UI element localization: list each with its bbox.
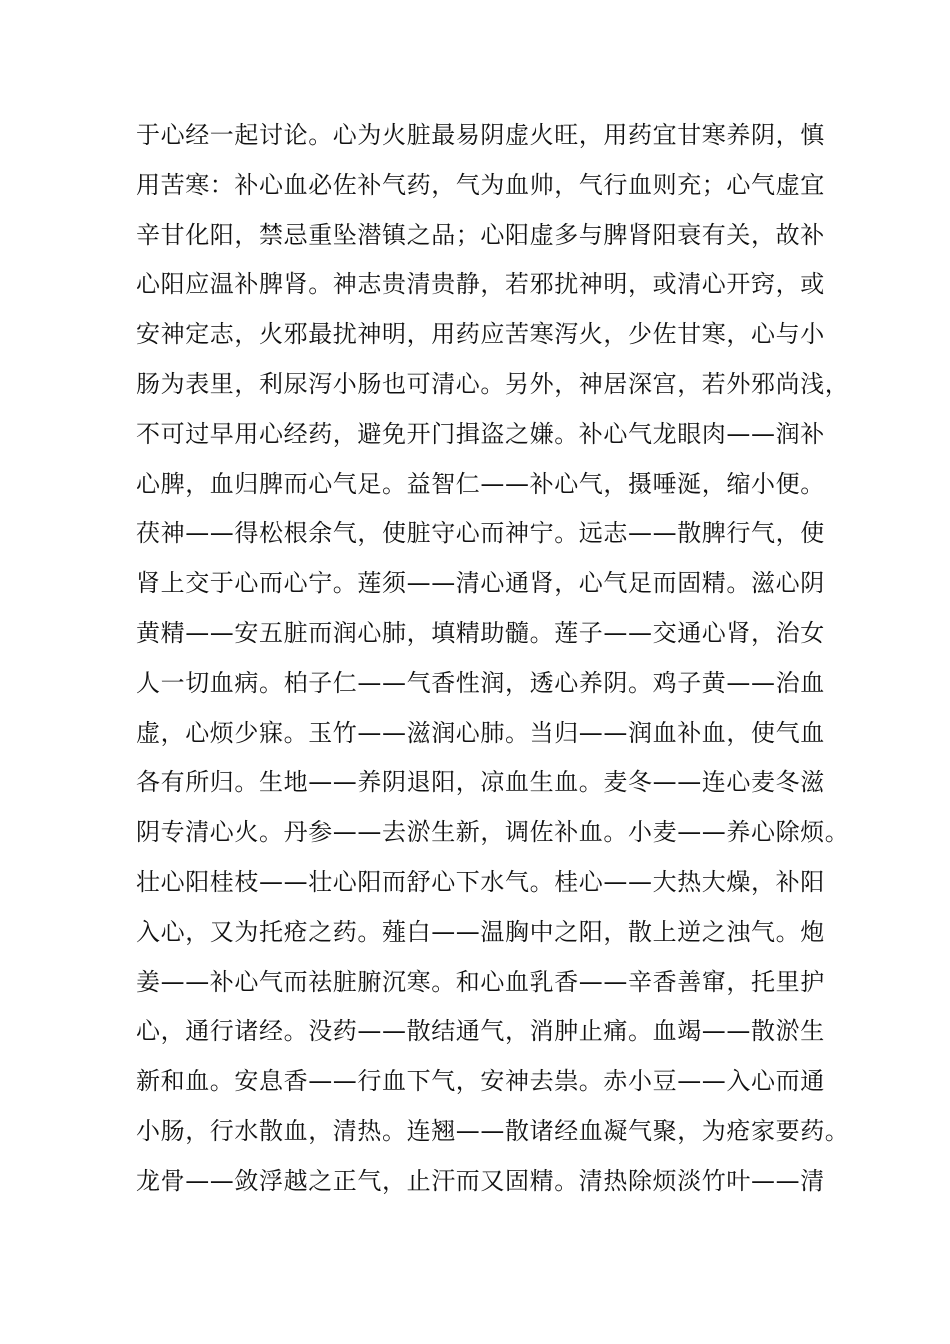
text-line-11: 黄精——安五脏而润心肺，填精助髓。莲子——交通心肾，治女 — [136, 618, 825, 647]
text-line-22: 龙骨——敛浮越之正气，止汗而又固精。清热除烦淡竹叶——清 — [136, 1166, 825, 1195]
text-line-4: 心阳应温补脾肾。神志贵清贵静，若邪扰神明，或清心开窍，或 — [136, 270, 825, 299]
text-line-20: 新和血。安息香——行血下气，安神去祟。赤小豆——入心而通 — [136, 1067, 825, 1096]
text-line-15: 阴专清心火。丹参——去淤生新，调佐补血。小麦——养心除烦。 — [136, 818, 850, 847]
text-line-21: 小肠，行水散血，清热。连翘——散诸经血凝气聚，为疮家要药。 — [136, 1116, 850, 1145]
text-line-13: 虚，心烦少寐。玉竹——滋润心肺。当归——润血补血，使气血 — [136, 718, 825, 747]
text-line-17: 入心，又为托疮之药。薤白——温胸中之阳，散上逆之浊气。炮 — [136, 917, 825, 946]
text-line-19: 心，通行诸经。没药——散结通气，消肿止痛。血竭——散淤生 — [136, 1017, 825, 1046]
text-line-14: 各有所归。生地——养阴退阳，凉血生血。麦冬——连心麦冬滋 — [136, 768, 825, 797]
text-line-7: 不可过早用心经药，避免开门揖盗之嫌。补心气龙眼肉——润补 — [136, 419, 825, 448]
text-line-3: 辛甘化阳，禁忌重坠潜镇之品；心阳虚多与脾肾阳衰有关，故补 — [136, 220, 825, 249]
text-line-6: 肠为表里，利尿泻小肠也可清心。另外，神居深宫，若外邪尚浅， — [136, 369, 850, 398]
text-line-8: 心脾，血归脾而心气足。益智仁——补心气，摄唾涎，缩小便。 — [136, 469, 825, 498]
text-line-1: 于心经一起讨论。心为火脏最易阴虚火旺，用药宜甘寒养阴，慎 — [136, 121, 825, 149]
text-line-16: 壮心阳桂枝——壮心阳而舒心下水气。桂心——大热大燥，补阳 — [136, 867, 825, 896]
body-text — [136, 111, 856, 1207]
text-line-10: 肾上交于心而心宁。莲须——清心通肾，心气足而固精。滋心阴 — [136, 569, 825, 598]
text-line-18: 姜——补心气而祛脏腑沉寒。和心血乳香——辛香善窜，托里护 — [136, 967, 825, 996]
text-line-12: 人一切血病。柏子仁——气香性润，透心养阴。鸡子黄——治血 — [136, 668, 825, 697]
text-line-2: 用苦寒：补心血必佐补气药，气为血帅，气行血则充；心气虚宜 — [136, 170, 825, 199]
text-line-9: 茯神——得松根余气，使脏守心而神宁。远志——散脾行气，使 — [136, 519, 825, 548]
text-line-5: 安神定志，火邪最扰神明，用药应苦寒泻火，少佐甘寒，心与小 — [136, 320, 825, 349]
